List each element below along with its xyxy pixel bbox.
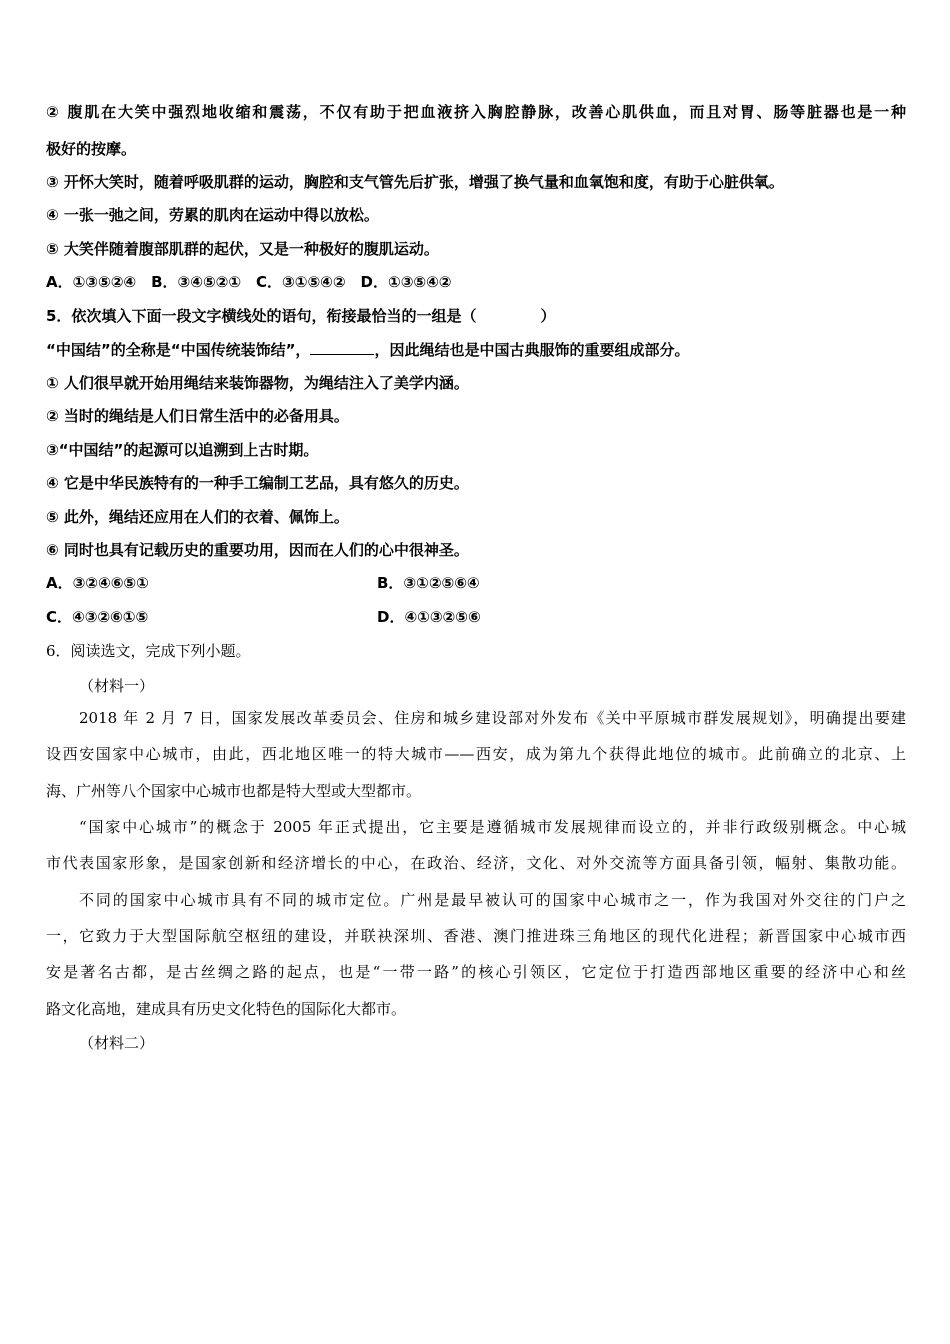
q5-option-c: C．④③②⑥①⑤ [46, 608, 149, 626]
q4-item-3: ③ 开怀大笑时，随着呼吸肌群的运动，胸腔和支气管先后扩张，增强了换气量和血氧饱和度，有助于心脏供氧。 [46, 173, 784, 191]
q5-stem-close: ） [540, 307, 556, 325]
material-2-label: （材料二） [79, 1034, 155, 1052]
q5-passage-start: “中国结”的全称是“中国传统装饰结”， [46, 341, 311, 359]
q5-option-b: B．③①②⑤⑥④ [377, 574, 480, 592]
material-1-paragraph-3-line-3: 安是著名古都，是古丝绸之路的起点，也是“一带一路”的核心引领区，它定位于打造西部地区重要的经济中心和丝 [46, 963, 906, 981]
q5-sentence-1: ① 人们很早就开始用绳结来装饰器物，为绳结注入了美学内涵。 [46, 374, 469, 392]
material-1-paragraph-1-line-2: 设西安国家中心城市，由此，西北地区唯一的特大城市——西安，成为第九个获得此地位的城市。此前确立的北京、上 [46, 745, 906, 763]
fill-blank [310, 340, 374, 355]
q5-sentence-2: ② 当时的绳结是人们日常生活中的必备用具。 [46, 407, 349, 425]
q5-sentence-6: ⑥ 同时也具有记载历史的重要功用，因而在人们的心中很神圣。 [46, 541, 469, 559]
material-1-paragraph-2-line-2: 市代表国家形象，是国家创新和经济增长的中心，在政治、经济，文化、对外交流等方面具备引领，幅射、集散功能。 [46, 854, 906, 872]
q5-stem-text: 5．依次填入下面一段文字横线处的语句，衔接最恰当的一组是（ [46, 307, 477, 325]
q5-stem [46, 306, 906, 326]
q4-item-4: ④ 一张一弛之间，劳累的肌肉在运动中得以放松。 [46, 206, 379, 224]
q4-item-2-line-2: 极好的按摩。 [46, 140, 137, 158]
q5-sentence-4: ④ 它是中华民族特有的一种手工编制工艺品，具有悠久的历史。 [46, 474, 469, 492]
material-1-paragraph-1-line-1: 2018 年 2 月 7 日，国家发展改革委员会、住房和城乡建设部对外发布《关中平原城市群发展规划》，明确提出要建 [79, 709, 906, 727]
q5-option-a: A．③②④⑥⑤① [46, 574, 149, 592]
q5-sentence-5: ⑤ 此外，绳结还应用在人们的衣着、佩饰上。 [46, 508, 349, 526]
material-1-paragraph-3-line-4: 路文化高地，建成具有历史文化特色的国际化大都市。 [46, 1000, 407, 1018]
q4-options: A．①③⑤②④ B．③④⑤②① C．③①⑤④② D．①③⑤④② [46, 273, 452, 291]
material-1-paragraph-2-line-1: “国家中心城市”的概念于 2005 年正式提出，它主要是遵循城市发展规律而设立的，并非行政级别概念。中心城 [79, 818, 906, 836]
material-1-label: （材料一） [79, 677, 155, 695]
q5-option-d: D．④①③②⑤⑥ [377, 608, 481, 626]
q6-stem: 6．阅读选文，完成下列小题。 [46, 642, 251, 660]
material-1-paragraph-3-line-2: 一，它致力于大型国际航空枢纽的建设，并联袂深圳、香港、澳门推进珠三角地区的现代化进程；新晋国家中心城市西 [46, 927, 906, 945]
q5-passage-end: ，因此绳结也是中国古典服饰的重要组成部分。 [374, 341, 690, 359]
q4-item-2-line-1: ② 腹肌在大笑中强烈地收缩和震荡，不仅有助于把血液挤入胸腔静脉，改善心肌供血，而且对胃、肠等脏器也是一种 [46, 103, 906, 121]
q4-item-5: ⑤ 大笑伴随着腹部肌群的起伏，又是一种极好的腹肌运动。 [46, 240, 439, 258]
material-1-paragraph-1-line-3: 海、广州等八个国家中心城市也都是特大型或大型都市。 [46, 782, 422, 800]
q5-passage [46, 340, 906, 360]
material-1-paragraph-3-line-1: 不同的国家中心城市具有不同的城市定位。广州是最早被认可的国家中心城市之一，作为我国对外交往的门户之 [79, 891, 906, 909]
q5-sentence-3: ③“中国结”的起源可以追溯到上古时期。 [46, 441, 319, 459]
